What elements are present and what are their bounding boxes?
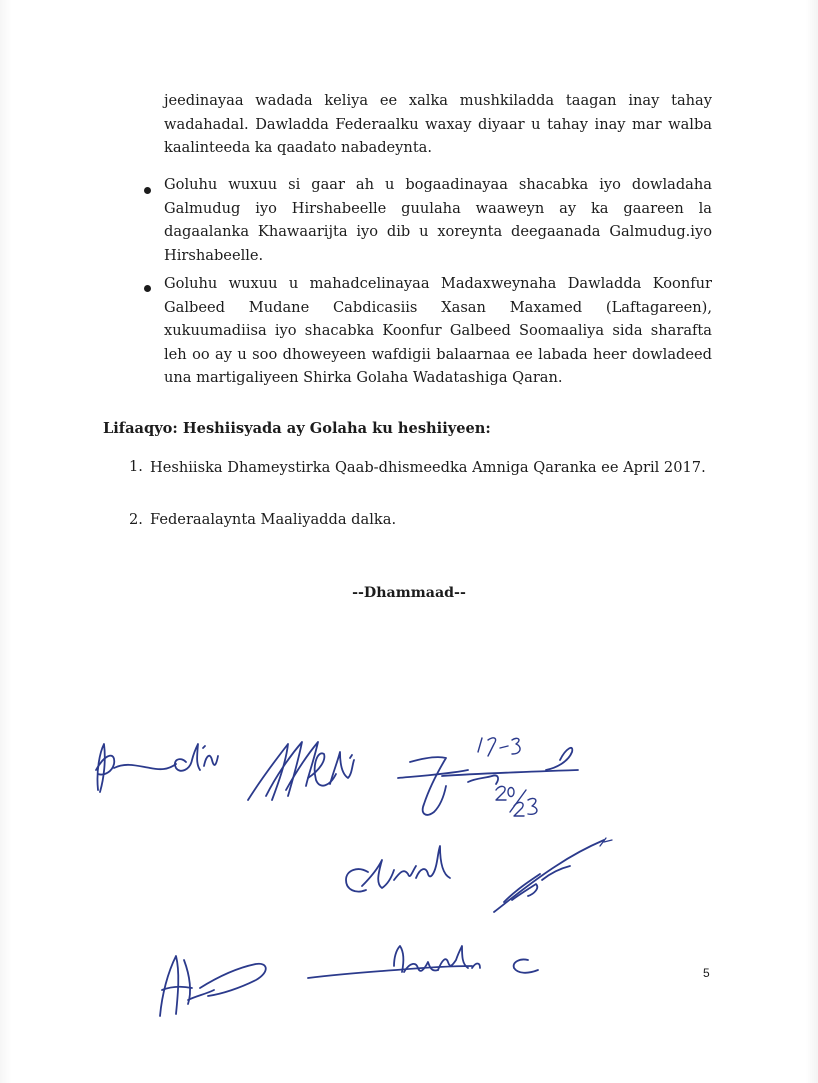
annex-item-number: 1. [129, 458, 143, 475]
date-digit [496, 786, 506, 800]
annex-item: Heshiiska Dhameystirka Qaab-dhismeedka Amniga Qaranka ee April 2017. [150, 459, 706, 476]
signature-4 [346, 846, 450, 892]
signature-2 [248, 742, 354, 800]
date-digit [510, 790, 526, 812]
bullet-item: Goluhu wuxuu u mahadcelinayaa Madaxweynaha Dawladda Koonfur Galbeed Mudane Cabdicasiis Xasan Maxamed (Laftagareen), xukuumadiisa iyo shacabka Koonfur Galbeed Soomaaliya sida sharafta leh oo ay u soo dhoweyeen wafdigii balaarnaa ee labada heer dowladeed una martigaliyeen Shirka Golaha Wadatashiga Qaran. [164, 275, 712, 386]
date-digit [478, 738, 482, 752]
date-digit [488, 738, 496, 756]
signature-7 [308, 946, 538, 978]
signature-6 [160, 956, 266, 1016]
annex-heading: Lifaaqyo: Heshiisyada ay Golaha ku heshiiyeen: [103, 420, 491, 437]
date-digit [514, 802, 524, 816]
signature-5 [494, 838, 612, 912]
closing-mark: --Dhammaad-- [352, 585, 466, 601]
date-digit [528, 798, 537, 814]
date-digit [512, 738, 520, 754]
annex-item-number: 2. [129, 511, 143, 528]
signature-1 [96, 744, 218, 792]
signature-3 [398, 748, 578, 815]
date-digit [500, 746, 508, 748]
page-number: 5 [703, 966, 710, 980]
date-digit [508, 788, 514, 797]
intro-paragraph: jeedinayaa wadada keliya ee xalka mushkiladda taagan inay tahay wadahadal. Dawladda Federaalku waxay diyaar u tahay inay mar walba kaalinteeda ka qaadato nabadeynta. [164, 92, 712, 156]
bullet-item: Goluhu wuxuu si gaar ah u bogaadinayaa shacabka iyo dowladaha Galmudug iyo Hirshabeelle guulaha waaweyn ay ka gaareen la dagaalanka Khawaarijta iyo dib u xoreynta deegaanada Galmudug.iyo Hirshabeelle. [164, 176, 712, 264]
annex-item: Federaalaynta Maaliyadda dalka. [150, 511, 397, 528]
